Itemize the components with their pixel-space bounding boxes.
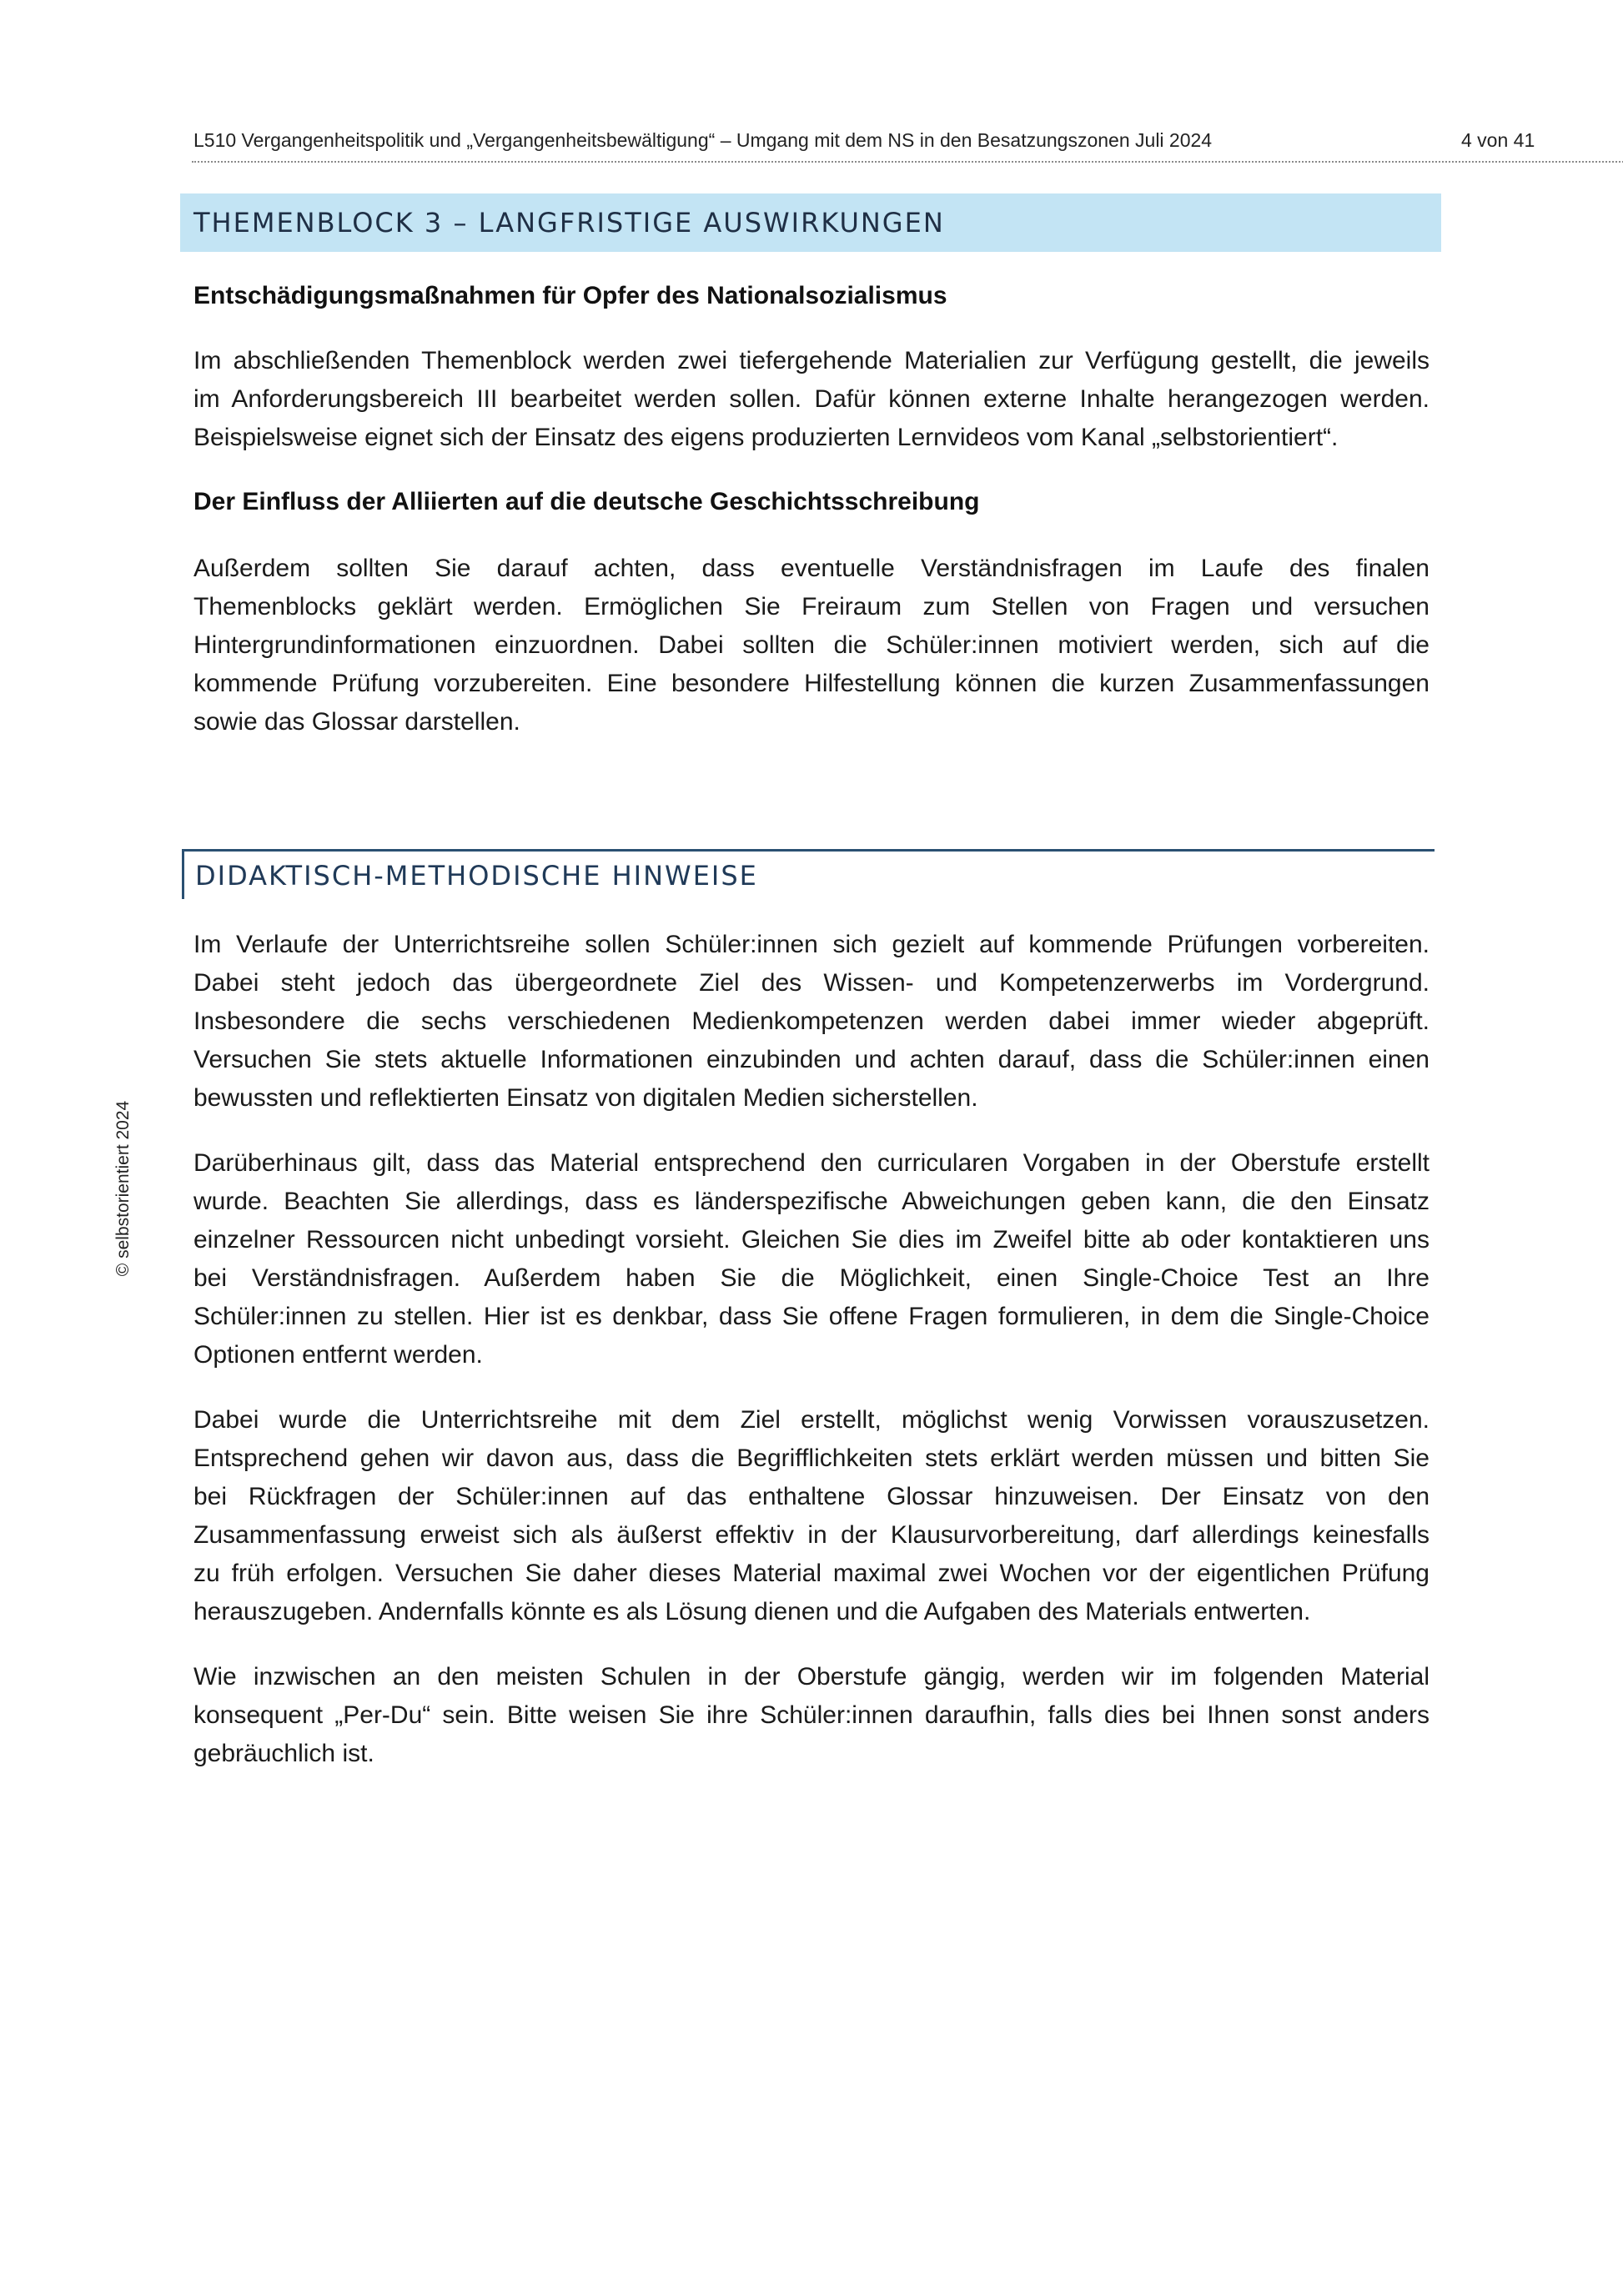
didaktik-heading	[182, 849, 1435, 899]
themenblock-title: THEMENBLOCK 3 – LANGFRISTIGE AUSWIRKUNGEN	[193, 207, 945, 239]
text-line: Darüberhinaus gilt, dass das Material entsprechend den curricularen Vorgaben in der Oberstufe erstellt	[193, 1149, 1430, 1177]
paragraph-themenblock-2	[193, 550, 1430, 741]
paragraph-didaktik-1	[193, 926, 1430, 1118]
themenblock-banner	[180, 193, 1441, 252]
text-line: gebräuchlich ist.	[193, 1740, 374, 1767]
text-line: Themenblocks geklärt werden. Ermöglichen Sie Freiraum zum Stellen von Fragen und versuchen	[193, 593, 1430, 620]
text-line: Wie inzwischen an den meisten Schulen in der Oberstufe gängig, werden wir im folgenden Material	[193, 1663, 1430, 1691]
text-line: bei Verständnisfragen. Außerdem haben Sie die Möglichkeit, einen Single-Choice Test an Ihre	[193, 1264, 1430, 1292]
text-line: wurde. Beachten Sie allerdings, dass es länderspezifische Abweichungen geben kann, die den Einsatz	[193, 1188, 1430, 1215]
text-line: Beispielsweise eignet sich der Einsatz des eigens produzierten Lernvideos vom Kanal „selbstorientiert“.	[193, 424, 1339, 451]
text-line: Versuchen Sie stets aktuelle Informationen einzubinden und achten darauf, dass die Schüler:innen einen	[193, 1046, 1430, 1073]
text-line: Schüler:innen zu stellen. Hier ist es denkbar, dass Sie offene Fragen formulieren, in dem die Single-Choice	[193, 1303, 1430, 1330]
paragraph-didaktik-3	[193, 1401, 1430, 1631]
page-number: 4 von 41	[1461, 129, 1535, 151]
page-header	[192, 128, 1623, 163]
text-line: im Anforderungsbereich III bearbeitet werden sollen. Dafür können externe Inhalte herangezogen werden.	[193, 385, 1430, 413]
text-line: Im Verlaufe der Unterrichtsreihe sollen Schüler:innen sich gezielt auf kommende Prüfungen vorbereiten.	[193, 931, 1430, 958]
text-line: Hintergrundinformationen einzuordnen. Dabei sollten die Schüler:innen motiviert werden, sich auf die	[193, 631, 1430, 659]
text-line: bewussten und reflektierten Einsatz von digitalen Medien sicherstellen.	[193, 1084, 978, 1112]
copyright-note: © selbstorientiert 2024	[113, 1100, 133, 1277]
header-title: L510 Vergangenheitspolitik und „Vergangenheitsbewältigung“ – Umgang mit dem NS in den Besatzungszonen Juli 2024	[193, 129, 1213, 151]
subheading-alliierte: Der Einfluss der Alliierten auf die deutsche Geschichtsschreibung	[193, 488, 980, 515]
text-line: einzelner Ressourcen nicht unbedingt vorsieht. Gleichen Sie dies im Zweifel bitte ab oder kontaktieren uns	[193, 1226, 1430, 1254]
text-line: sowie das Glossar darstellen.	[193, 708, 520, 736]
paragraph-themenblock-1	[193, 342, 1430, 457]
text-line: Im abschließenden Themenblock werden zwei tiefergehende Materialien zur Verfügung gestellt, die jeweils	[193, 347, 1430, 374]
text-line: Dabei steht jedoch das übergeordnete Ziel des Wissen- und Kompetenzerwerbs im Vordergrund.	[193, 969, 1430, 997]
paragraph-didaktik-4	[193, 1658, 1430, 1773]
text-line: Optionen entfernt werden.	[193, 1341, 483, 1369]
paragraph-didaktik-2	[193, 1144, 1430, 1374]
text-line: Insbesondere die sechs verschiedenen Medienkompetenzen werden dabei immer wieder abgeprüft.	[193, 1007, 1430, 1035]
text-line: kommende Prüfung vorzubereiten. Eine besondere Hilfestellung können die kurzen Zusammenfassungen	[193, 670, 1430, 697]
text-line: Außerdem sollten Sie darauf achten, dass eventuelle Verständnisfragen im Laufe des finalen	[193, 555, 1430, 582]
text-line: Zusammenfassung erweist sich als äußerst effektiv in der Klausurvorbereitung, darf allerdings keinesfalls	[193, 1521, 1430, 1549]
text-line: Entsprechend gehen wir davon aus, dass die Begrifflichkeiten stets erklärt werden müssen und bitten Sie	[193, 1444, 1430, 1472]
text-line: bei Rückfragen der Schüler:innen auf das enthaltene Glossar hinzuweisen. Der Einsatz von den	[193, 1483, 1430, 1510]
didaktik-title: DIDAKTISCH-METHODISCHE HINWEISE	[195, 859, 758, 892]
text-line: zu früh erfolgen. Versuchen Sie daher dieses Material maximal zwei Wochen vor der eigentlichen Prüfung	[193, 1560, 1430, 1587]
text-line: konsequent „Per-Du“ sein. Bitte weisen Sie ihre Schüler:innen daraufhin, falls dies bei Ihnen sonst anders	[193, 1701, 1430, 1729]
text-line: Dabei wurde die Unterrichtsreihe mit dem Ziel erstellt, möglichst wenig Vorwissen vorauszusetzen.	[193, 1406, 1430, 1434]
subheading-entschaedigung: Entschädigungsmaßnahmen für Opfer des Nationalsozialismus	[193, 282, 947, 309]
text-line: herauszugeben. Andernfalls könnte es als Lösung dienen und die Aufgaben des Materials entwerten.	[193, 1598, 1311, 1625]
